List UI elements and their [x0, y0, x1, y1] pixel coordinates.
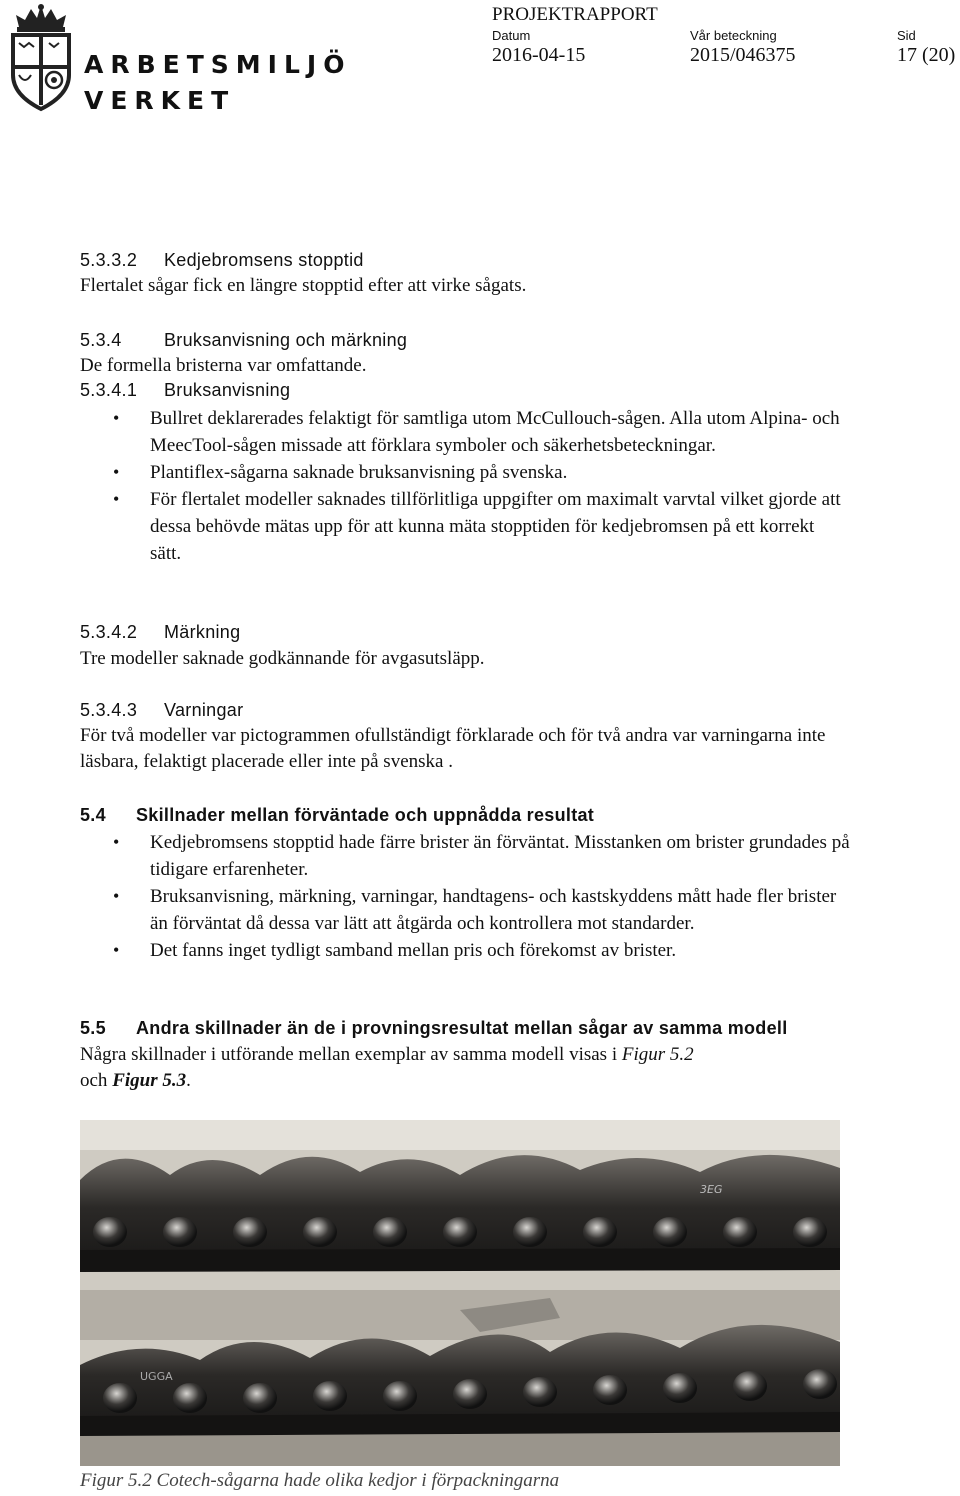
- caption-text: Figur 5.2 Cotech-sågarna hade olika kedjor i förpackningarna: [80, 1470, 560, 1491]
- heading-5-3-4-1: [80, 380, 290, 401]
- heading-number: 5.4: [80, 805, 106, 825]
- heading-number: 5.3.4.1: [80, 380, 138, 400]
- paragraph: Flertalet sågar fick en längre stopptid efter att virke sågats.: [80, 275, 527, 296]
- report-type: PROJEKTRAPPORT: [492, 4, 658, 25]
- list-item: • För flertalet modeller saknades tillförlitliga uppgifter om maximalt varvtal vilket gjorde att dessa behövde mätas upp för att kunna mäta stopptiden för kedjebromsen på ett korrekt sätt.: [80, 486, 850, 567]
- paragraph-5-5: [80, 1042, 850, 1094]
- heading-5-3-4-3: [80, 700, 243, 721]
- paragraph-text: och: [80, 1070, 113, 1091]
- heading-title: Märkning: [164, 622, 241, 642]
- heading-number: 5.3.4.3: [80, 700, 138, 720]
- page-label: Sid: [897, 28, 916, 43]
- reference-value: 2015/046375: [690, 44, 796, 66]
- logo-line-1: ARBETSMILJÖ: [84, 50, 352, 79]
- heading-title: Andra skillnader än de i provningsresultat mellan sågar av samma modell: [136, 1018, 788, 1038]
- paragraph: De formella bristerna var omfattande.: [80, 355, 367, 376]
- agency-crest: [5, 3, 77, 115]
- heading-title: Skillnader mellan förväntade och uppnådda resultat: [136, 805, 595, 825]
- heading-title: Varningar: [164, 700, 244, 720]
- date-value: 2016-04-15: [492, 44, 586, 66]
- heading-number: 5.3.3.2: [80, 250, 138, 270]
- paragraph: Tre modeller saknade godkännande för avgasutsläpp.: [80, 648, 485, 669]
- heading-5-3-4: [80, 330, 407, 351]
- heading-5-3-4-2: [80, 622, 240, 643]
- list-item: • Det fanns inget tydligt samband mellan pris och förekomst av brister.: [80, 937, 850, 964]
- chain-photo: [80, 1120, 840, 1466]
- paragraph-text: .: [186, 1070, 191, 1091]
- bullet-list-bruksanvisning: [80, 405, 850, 567]
- list-item: • Bullret deklarerades felaktigt för samtliga utom McCullouch-sågen. Alla utom Alpina- och MeecTool-sågen missade att förklara symboler och säkerhetsbeteckningar.: [80, 405, 850, 459]
- chain-engraving: UGGA: [140, 1370, 173, 1383]
- heading-number: 5.3.4: [80, 330, 122, 350]
- reference-label: Vår beteckning: [690, 28, 777, 43]
- heading-title: Bruksanvisning och märkning: [164, 330, 408, 350]
- paragraph-text: Några skillnader i utförande mellan exemplar av samma modell visas i: [80, 1044, 622, 1065]
- list-item: • Bruksanvisning, märkning, varningar, handtagens- och kastskyddens mått hade fler brister än förväntat då dessa var lätt att åtgärda och kontrollera mot standarder.: [80, 883, 850, 937]
- heading-title: Bruksanvisning: [164, 380, 291, 400]
- logo-line-2: VERKET: [84, 86, 236, 115]
- page-number: 17 (20): [897, 44, 956, 66]
- figure-reference[interactable]: Figur 5.2: [621, 1044, 694, 1065]
- chain-engraving: 3EG: [700, 1183, 723, 1196]
- heading-title: Kedjebromsens stopptid: [164, 250, 364, 270]
- heading-5-5: [80, 1018, 788, 1039]
- figure-caption: [80, 1470, 559, 1492]
- date-label: Datum: [492, 28, 531, 43]
- list-item: • Plantiflex-sågarna saknade bruksanvisning på svenska.: [80, 459, 850, 486]
- figure-reference[interactable]: Figur 5.3: [112, 1070, 187, 1091]
- bullet-list-skillnader: [80, 829, 850, 964]
- heading-number: 5.3.4.2: [80, 622, 138, 642]
- paragraph: För två modeller var pictogrammen ofullständigt förklarade och för två andra var varningarna inte läsbara, felaktigt placerade eller inte på svenska .: [80, 725, 826, 772]
- heading-5-4: [80, 805, 594, 826]
- heading-number: 5.5: [80, 1018, 106, 1038]
- heading-5-3-3-2: [80, 250, 364, 271]
- list-item: • Kedjebromsens stopptid hade färre brister än förväntat. Misstanken om brister grundades på tidigare erfarenheter.: [80, 829, 850, 883]
